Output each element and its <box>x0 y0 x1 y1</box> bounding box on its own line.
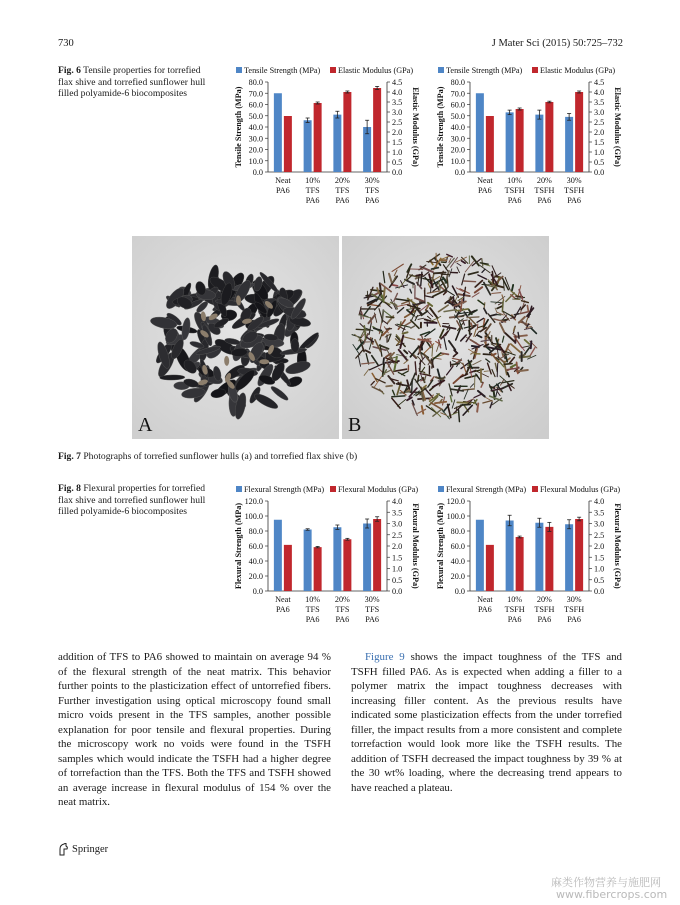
y2-tick-label: 2.0 <box>594 128 605 137</box>
y-tick-label: 60.0 <box>248 100 263 110</box>
y-tick-label: 80.0 <box>248 527 263 536</box>
y-axis-title: Flexural Strength (MPa) <box>234 502 243 590</box>
fig8-left-chart <box>232 481 427 631</box>
sunflower-hull-highlight <box>259 359 269 364</box>
y-tick-label: 30.0 <box>450 134 465 144</box>
watermark-url: www.fibercrops.com <box>556 888 668 901</box>
y2-tick-label: 1.0 <box>392 148 403 157</box>
bar-modulus <box>343 92 351 172</box>
springer-horse-icon <box>58 843 69 856</box>
bar-strength <box>476 93 484 172</box>
y-tick-label: 100.0 <box>244 512 263 521</box>
flax-shive-fragment <box>464 281 476 282</box>
y-tick-label: 120.0 <box>244 497 263 506</box>
body-right-paragraph <box>351 650 622 795</box>
y-tick-label: 10.0 <box>450 156 465 166</box>
bar-modulus <box>373 519 381 591</box>
sunflower-hull <box>160 375 185 381</box>
y-tick-label: 70.0 <box>450 89 465 99</box>
y2-tick-label: 1.5 <box>392 138 403 147</box>
y-tick-label: 80.0 <box>248 78 263 87</box>
sunflower-hull-pile-image <box>132 236 339 439</box>
y-axis-title: Flexural Strength (MPa) <box>436 502 445 590</box>
x-tick-label: 10% TFS PA6 <box>305 176 321 205</box>
y-tick-label: 40.0 <box>248 123 263 132</box>
x-tick-label: Neat PA6 <box>477 176 493 195</box>
x-tick-label: 20% TSFH PA6 <box>534 595 555 624</box>
y2-tick-label: 2.5 <box>594 118 605 127</box>
flax-shive-fragment <box>502 301 503 311</box>
journal-header: J Mater Sci (2015) 50:725–732 <box>491 38 623 49</box>
y2-tick-label: 1.5 <box>594 553 605 563</box>
y2-tick-label: 1.0 <box>594 564 605 574</box>
bar-modulus <box>373 88 381 172</box>
y2-tick-label: 3.5 <box>594 98 605 107</box>
y2-tick-label: 0.5 <box>392 575 403 585</box>
x-tick-label: 30% TSFH PA6 <box>564 595 585 624</box>
y2-tick-label: 0.0 <box>594 168 605 177</box>
legend-label-strength: Flexural Strength (MPa) <box>244 485 325 494</box>
flax-shive-fragment <box>459 410 460 422</box>
body-right-column <box>351 650 622 795</box>
x-tick-label: Neat PA6 <box>275 176 291 195</box>
x-tick-label: 30% TFS PA6 <box>364 176 380 205</box>
photo-sunflower-hulls <box>132 236 339 439</box>
y2-tick-label: 2.0 <box>594 542 605 551</box>
x-tick-label: 20% TFS PA6 <box>334 595 350 624</box>
body-left-column <box>58 650 331 810</box>
bar-modulus <box>545 527 553 591</box>
y-tick-label: 40.0 <box>450 557 465 566</box>
y2-tick-label: 0.0 <box>594 587 605 596</box>
legend-label-modulus: Elastic Modulus (GPa) <box>338 66 414 75</box>
watermark-chinese: 麻类作物营养与施肥网 <box>551 876 661 889</box>
y2-tick-label: 3.5 <box>392 98 403 107</box>
legend-label-strength: Flexural Strength (MPa) <box>446 485 527 494</box>
y2-tick-label: 0.5 <box>392 158 403 167</box>
y2-tick-label: 2.5 <box>392 530 403 540</box>
legend-label-modulus: Elastic Modulus (GPa) <box>540 66 616 75</box>
y-tick-label: 0.0 <box>252 587 263 596</box>
legend-label-strength: Tensile Strength (MPa) <box>446 66 523 75</box>
y-tick-label: 0.0 <box>454 168 465 177</box>
flax-shive-fragment <box>356 329 369 330</box>
chart-legend <box>236 66 413 75</box>
x-tick-label: Neat PA6 <box>477 595 493 614</box>
flax-shive-fragment <box>383 358 384 364</box>
y-axis-title: Tensile Strength (MPa) <box>234 86 243 168</box>
y-tick-label: 40.0 <box>450 123 465 132</box>
legend-swatch-modulus <box>330 67 336 73</box>
body-right-text: shows the impact toughness of the TFS and TSFH filled PA6. As is expected when adding a filler to a polymer matrix the impact toughness decreases with increasing filler content. As the previous results have indicated some plasticization effects from the under torrefied filler, the impact results from a more consistent and complete torrefaction would look more like the TSFH results. The addition of TSFH decreased the impact toughness by 39 % at the 30 wt% loading, where the decreasing trend appears to have reached a plateau. <box>351 651 623 794</box>
panel-b-label: B <box>348 414 362 436</box>
bar-modulus <box>486 116 494 172</box>
flax-shive-fragment <box>527 306 528 312</box>
flax-shive-fragment <box>434 273 446 274</box>
flax-shive-fragment <box>392 396 405 397</box>
flax-shive-fragment <box>477 404 478 412</box>
bar-modulus <box>314 547 322 591</box>
page-number: 730 <box>58 38 74 49</box>
y2-tick-label: 4.0 <box>392 88 403 97</box>
flax-shive-fragment <box>531 341 532 348</box>
fig6-left-chart <box>232 62 427 212</box>
bar-strength <box>274 93 282 172</box>
y-tick-label: 20.0 <box>450 145 465 155</box>
y-tick-label: 0.0 <box>454 587 465 596</box>
y2-axis-title: Elastic Modulus (GPa) <box>613 87 622 167</box>
legend-label-modulus: Flexural Modulus (GPa) <box>338 485 419 494</box>
bar-modulus <box>545 102 553 172</box>
y2-tick-label: 4.0 <box>594 88 605 97</box>
bar-strength <box>333 115 341 172</box>
flax-shive-fragment <box>386 386 392 387</box>
bar-strength <box>333 527 341 591</box>
flax-shive-fragment <box>467 317 479 318</box>
bar-strength <box>535 523 543 591</box>
fig7-caption-text: Photographs of torrefied sunflower hulls (a) and torrefied flax shive (b) <box>83 451 358 462</box>
legend-swatch-strength <box>438 486 444 492</box>
y-tick-label: 60.0 <box>248 542 263 551</box>
legend-swatch-modulus <box>532 486 538 492</box>
y2-tick-label: 3.0 <box>392 519 403 529</box>
y2-tick-label: 0.5 <box>594 158 605 167</box>
legend-swatch-strength <box>236 67 242 73</box>
y2-tick-label: 2.5 <box>392 118 403 127</box>
flax-shive-fragment <box>504 364 512 365</box>
y-tick-label: 10.0 <box>248 156 263 166</box>
fig7-label: Fig. 7 <box>58 451 81 462</box>
fig6-label: Fig. 6 <box>58 65 81 76</box>
x-tick-label: 10% TSFH PA6 <box>504 176 525 205</box>
y2-tick-label: 4.0 <box>594 497 605 506</box>
y2-axis-title: Elastic Modulus (GPa) <box>411 87 420 167</box>
y2-tick-label: 1.0 <box>392 564 403 574</box>
x-tick-label: 30% TSFH PA6 <box>564 176 585 205</box>
y-tick-label: 40.0 <box>248 557 263 566</box>
flax-shive-pile-image <box>342 236 549 439</box>
springer-wordmark: Springer <box>72 844 109 855</box>
flax-shive-fragment <box>432 346 433 357</box>
y2-tick-label: 3.5 <box>392 508 403 518</box>
fig6-caption-text: Tensile properties for torrefied flax shive and torrefied sunflower hull filled polyamide-6 biocomposites <box>58 65 206 100</box>
y-tick-label: 60.0 <box>450 542 465 551</box>
y-tick-label: 20.0 <box>248 145 263 155</box>
y2-tick-label: 2.0 <box>392 128 403 137</box>
flax-shive-fragment <box>416 275 422 276</box>
bar-modulus <box>343 539 351 591</box>
x-tick-label: 20% TSFH PA6 <box>534 176 555 205</box>
bar-strength <box>304 530 312 592</box>
fig6-right-chart <box>434 62 629 212</box>
flax-shive-fragment <box>461 404 470 405</box>
x-tick-label: 20% TFS PA6 <box>334 176 350 205</box>
y-tick-label: 0.0 <box>252 168 263 177</box>
x-tick-label: Neat PA6 <box>275 595 291 614</box>
bar-strength <box>274 520 282 591</box>
flax-shive-fragment <box>386 317 394 318</box>
y2-tick-label: 1.5 <box>392 553 403 563</box>
bar-modulus <box>284 116 292 172</box>
legend-label-modulus: Flexural Modulus (GPa) <box>540 485 621 494</box>
bar-modulus <box>486 545 494 591</box>
y-tick-label: 60.0 <box>450 100 465 110</box>
chart-legend <box>438 485 620 494</box>
y2-tick-label: 3.0 <box>392 108 403 117</box>
bar-strength <box>565 524 573 591</box>
bar-strength <box>535 115 543 172</box>
y-tick-label: 30.0 <box>248 134 263 144</box>
y2-tick-label: 0.5 <box>594 575 605 585</box>
chart-legend <box>236 485 418 494</box>
legend-label-strength: Tensile Strength (MPa) <box>244 66 321 75</box>
y2-tick-label: 3.0 <box>594 519 605 529</box>
y-tick-label: 50.0 <box>248 111 263 121</box>
y-tick-label: 20.0 <box>248 572 263 581</box>
bar-strength <box>565 117 573 172</box>
y-tick-label: 50.0 <box>450 111 465 121</box>
fig6-caption <box>58 65 208 100</box>
fig8-label: Fig. 8 <box>58 483 81 494</box>
y2-tick-label: 0.0 <box>392 587 403 596</box>
bar-strength <box>506 521 514 592</box>
figure9-link[interactable]: Figure 9 <box>365 651 405 663</box>
chart-legend <box>438 66 615 75</box>
bar-strength <box>304 120 312 172</box>
x-tick-label: 10% TSFH PA6 <box>504 595 525 624</box>
x-tick-label: 30% TFS PA6 <box>364 595 380 624</box>
y-tick-label: 20.0 <box>450 572 465 581</box>
bar-modulus <box>284 545 292 591</box>
bar-modulus <box>575 92 583 172</box>
y2-tick-label: 1.0 <box>594 148 605 157</box>
x-tick-label: 10% TFS PA6 <box>305 595 321 624</box>
y2-axis-title: Flexural Modulus (GPa) <box>411 503 420 589</box>
legend-swatch-strength <box>438 67 444 73</box>
bar-strength <box>363 524 371 592</box>
bar-modulus <box>314 103 322 172</box>
y2-tick-label: 1.5 <box>594 138 605 147</box>
y-tick-label: 120.0 <box>446 497 465 506</box>
y2-tick-label: 4.5 <box>594 78 605 87</box>
springer-logo <box>58 843 108 856</box>
bar-modulus <box>516 109 524 172</box>
body-left-paragraph: addition of TFS to PA6 showed to maintain on average 94 % of the flexural strength of the neat matrix. This behavior further points to the plasticization effect of untorrefied fibers. Further investigation using optical microscopy found small micro voids present in the TFS samples, another possible explanation for poor tensile and flexural properties. During the microscopy work no voids were found in the TSFH samples which would indicate the TSFH had a higher degree of torrefaction than the TFS. Both the TFS and TSFH showed an average increase in flexural modulus of 154 % over the neat matrix. <box>58 651 331 808</box>
bar-strength <box>476 520 484 591</box>
bar-modulus <box>575 519 583 591</box>
flax-shive-fragment <box>403 332 408 333</box>
flax-shive-fragment <box>512 285 513 290</box>
y2-tick-label: 4.5 <box>392 78 403 87</box>
y-axis-title: Tensile Strength (MPa) <box>436 86 445 168</box>
panel-a-label: A <box>138 414 153 436</box>
y2-tick-label: 0.0 <box>392 168 403 177</box>
y-tick-label: 100.0 <box>446 512 465 521</box>
fig7-caption <box>58 451 357 462</box>
bar-modulus <box>516 537 524 591</box>
flax-shive-fragment <box>497 363 498 376</box>
fig8-right-chart <box>434 481 629 631</box>
y2-tick-label: 2.0 <box>392 542 403 551</box>
y2-tick-label: 3.0 <box>594 108 605 117</box>
y2-axis-title: Flexural Modulus (GPa) <box>613 503 622 589</box>
legend-swatch-modulus <box>532 67 538 73</box>
y2-tick-label: 2.5 <box>594 530 605 540</box>
y2-tick-label: 3.5 <box>594 508 605 518</box>
legend-swatch-modulus <box>330 486 336 492</box>
y-tick-label: 80.0 <box>450 78 465 87</box>
flax-shive-fragment <box>392 285 398 286</box>
y-tick-label: 80.0 <box>450 527 465 536</box>
photo-flax-shive <box>342 236 549 439</box>
bar-strength <box>506 112 514 172</box>
legend-swatch-strength <box>236 486 242 492</box>
flax-shive-fragment <box>451 364 459 365</box>
fig8-caption-text: Flexural properties for torrefied flax shive and torrefied sunflower hull filled polyamide-6 biocomposites <box>58 483 206 518</box>
y2-tick-label: 4.0 <box>392 497 403 506</box>
y-tick-label: 70.0 <box>248 89 263 99</box>
fig8-caption <box>58 483 208 518</box>
